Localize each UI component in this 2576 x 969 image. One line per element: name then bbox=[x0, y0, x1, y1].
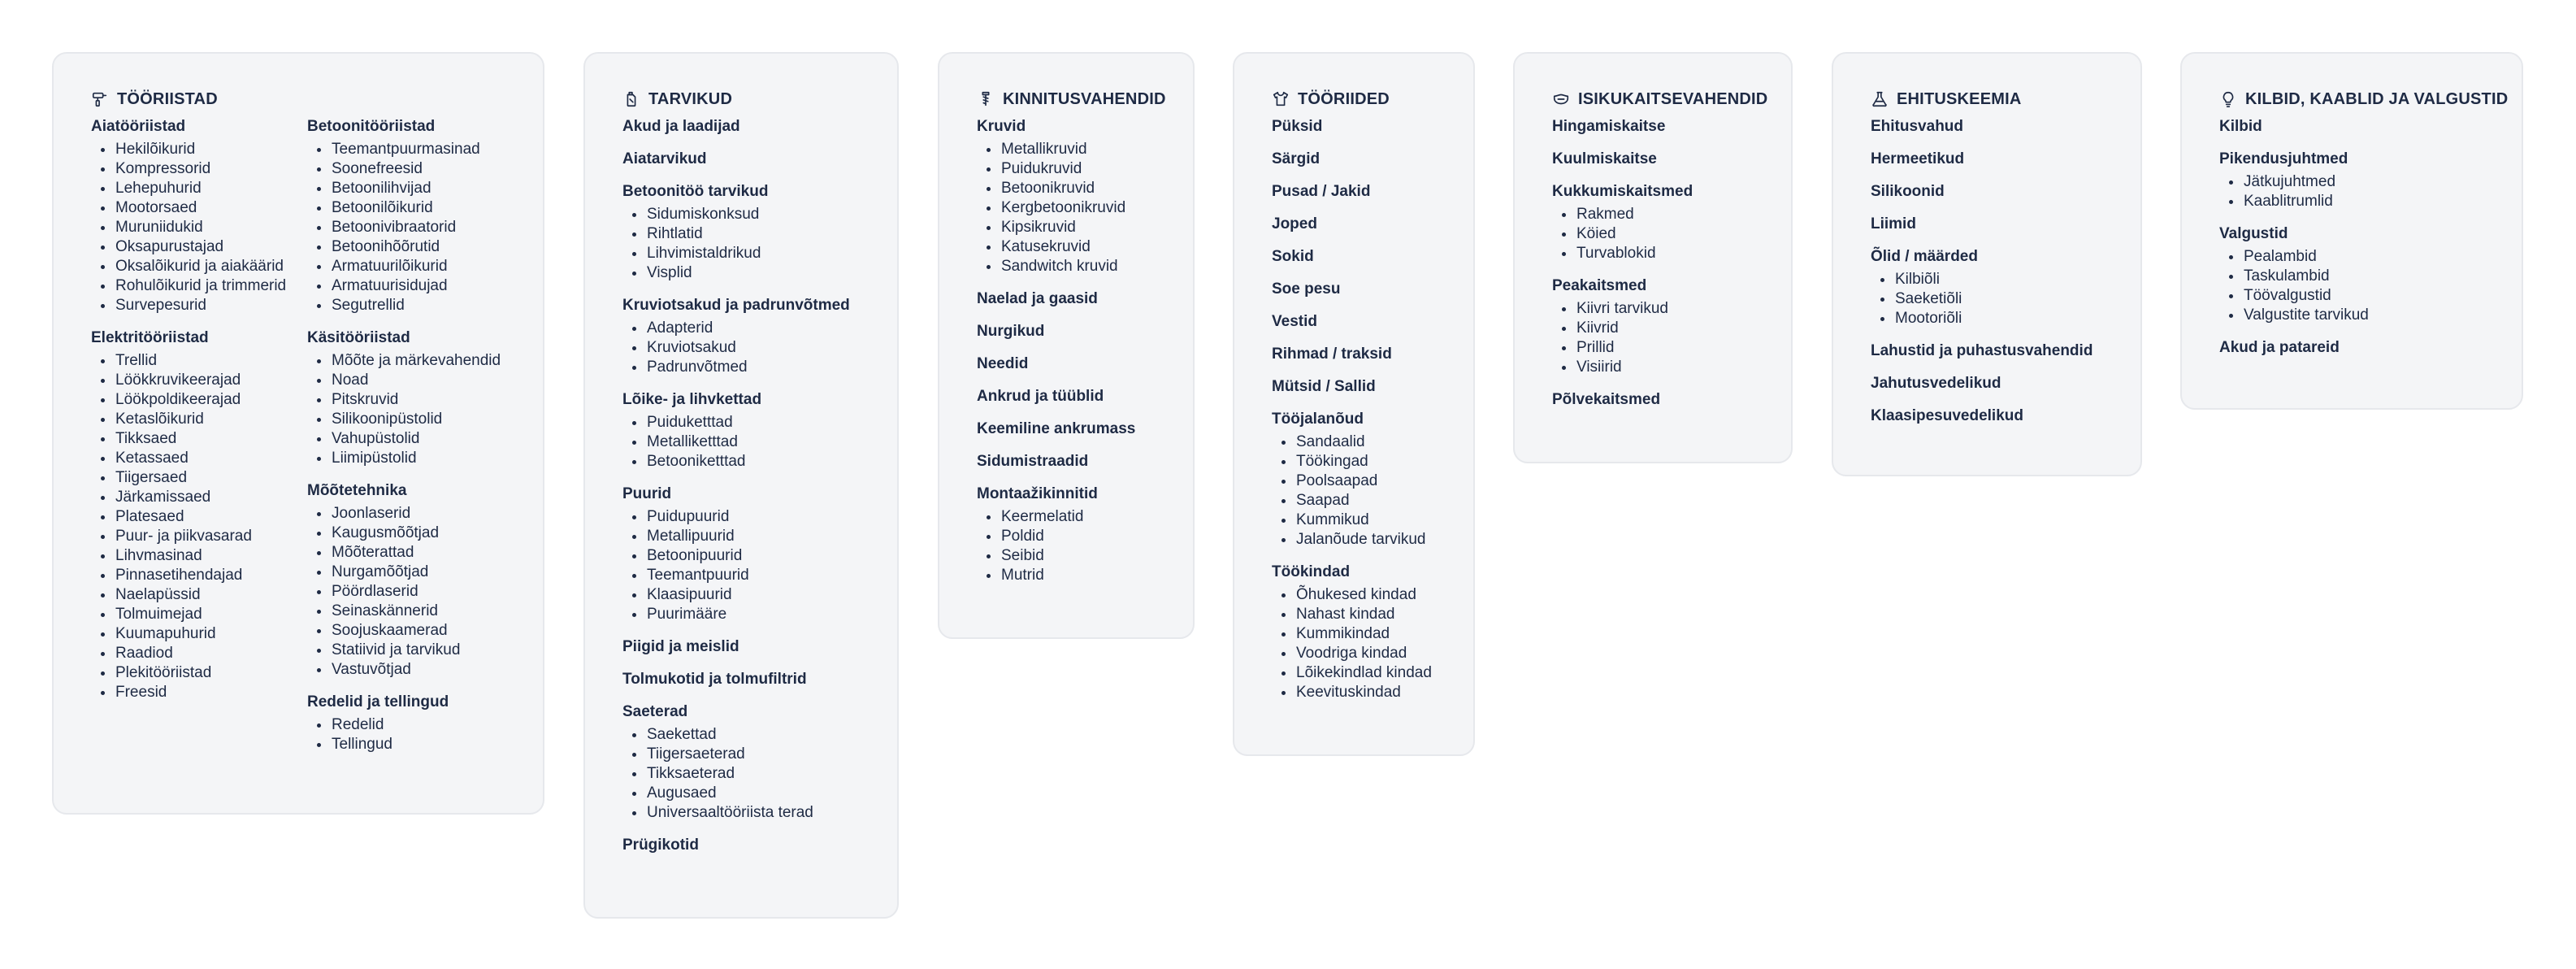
column bbox=[1272, 117, 1438, 702]
item-link[interactable]: Lihvmasinad bbox=[115, 546, 294, 566]
subcategory-link[interactable]: Hermeetikud bbox=[1871, 150, 1965, 167]
subcategory-link[interactable]: Sokid bbox=[1272, 248, 1314, 265]
item-link[interactable]: Platesaed bbox=[115, 507, 294, 527]
column bbox=[977, 117, 1157, 585]
subcategory-link[interactable]: Pusad / Jakid bbox=[1272, 183, 1371, 200]
item-link[interactable]: Kummikindad bbox=[1296, 624, 1438, 644]
subcategory-link[interactable]: Puurid bbox=[622, 485, 672, 502]
item-link[interactable]: Pealambid bbox=[2244, 247, 2486, 267]
subcategory-link[interactable]: Naelad ja gaasid bbox=[977, 290, 1098, 307]
subcategory-link[interactable]: Betoonitöö tarvikud bbox=[622, 183, 769, 200]
item-link[interactable]: Betoonihõõrutid bbox=[332, 237, 510, 257]
category-card-kinnitusvahendid bbox=[938, 52, 1195, 639]
item-link[interactable]: Universaaltööriista terad bbox=[647, 803, 861, 823]
item-list bbox=[622, 725, 861, 823]
flask-icon bbox=[1871, 90, 1889, 108]
item-link[interactable]: Jätkujuhtmed bbox=[2244, 172, 2486, 192]
item-list bbox=[2219, 247, 2486, 325]
item-link[interactable]: Ketassaed bbox=[115, 449, 294, 468]
item-list bbox=[622, 205, 861, 283]
subcategory-link[interactable]: Hingamiskaitse bbox=[1552, 118, 1666, 135]
tools-icon bbox=[91, 90, 109, 108]
item-list bbox=[307, 504, 510, 680]
item-link[interactable]: Vastuvõtjad bbox=[332, 660, 510, 680]
category-title-text: TARVIKUD bbox=[648, 89, 733, 108]
subcategory-link[interactable]: Nurgikud bbox=[977, 323, 1045, 340]
category-title-text: TÖÖRIIDED bbox=[1298, 89, 1390, 108]
item-link[interactable]: Puidupuurid bbox=[647, 507, 861, 527]
subcategory-link[interactable]: Joped bbox=[1272, 215, 1317, 232]
subcategory-link[interactable]: Aiatarvikud bbox=[622, 150, 707, 167]
column bbox=[2219, 117, 2486, 358]
category-card-ehituskeemia bbox=[1832, 52, 2142, 476]
item-link[interactable]: Töövalgustid bbox=[2244, 286, 2486, 306]
item-link[interactable]: Ketaslõikurid bbox=[115, 410, 294, 429]
item-list bbox=[622, 507, 861, 624]
item-link[interactable]: Hekilõikurid bbox=[115, 140, 294, 159]
item-list bbox=[622, 413, 861, 471]
subcategory-link[interactable]: Sidumistraadid bbox=[977, 453, 1089, 470]
item-link[interactable]: Metallikruvid bbox=[1001, 140, 1157, 159]
item-link[interactable]: Õhukesed kindad bbox=[1296, 585, 1438, 605]
item-link[interactable]: Kummikud bbox=[1296, 511, 1438, 530]
item-link[interactable]: Seibid bbox=[1001, 546, 1157, 566]
item-list bbox=[1552, 205, 1755, 263]
column bbox=[1552, 117, 1755, 410]
item-link[interactable]: Jalanõude tarvikud bbox=[1296, 530, 1438, 550]
subcategory-link[interactable]: Püksid bbox=[1272, 118, 1323, 135]
item-link[interactable]: Vahupüstolid bbox=[332, 429, 510, 449]
item-link[interactable]: Metallipuurid bbox=[647, 527, 861, 546]
item-link[interactable]: Betooniketttad bbox=[647, 452, 861, 471]
subcategory-link[interactable]: Käsitööriistad bbox=[307, 329, 410, 346]
item-list bbox=[307, 140, 510, 315]
subcategory-link[interactable]: Valgustid bbox=[2219, 225, 2288, 242]
subcategory-link[interactable]: Prügikotid bbox=[622, 836, 699, 854]
item-link[interactable]: Betoonilihvijad bbox=[332, 179, 510, 198]
item-link[interactable]: Löökkruvikeerajad bbox=[115, 371, 294, 390]
item-link[interactable]: Metalliketttad bbox=[647, 432, 861, 452]
category-card-kilbid bbox=[2180, 52, 2523, 410]
item-link[interactable]: Lõikekindlad kindad bbox=[1296, 663, 1438, 683]
item-link[interactable]: Tikksaed bbox=[115, 429, 294, 449]
item-link[interactable]: Kaugusmõõtjad bbox=[332, 524, 510, 543]
item-link[interactable]: Köied bbox=[1576, 224, 1755, 244]
item-link[interactable]: Turvablokid bbox=[1576, 244, 1755, 263]
item-link[interactable]: Sandwitch kruvid bbox=[1001, 257, 1157, 276]
item-link[interactable]: Betoonikruvid bbox=[1001, 179, 1157, 198]
item-link[interactable]: Redelid bbox=[332, 715, 510, 735]
lightbulb-icon bbox=[2219, 90, 2237, 108]
subcategory-link[interactable]: Montaažikinnitid bbox=[977, 485, 1098, 502]
item-link[interactable]: Saapad bbox=[1296, 491, 1438, 511]
item-link[interactable]: Mõõterattad bbox=[332, 543, 510, 563]
item-link[interactable]: Kruviotsakud bbox=[647, 338, 861, 358]
item-link[interactable]: Kuumapuhurid bbox=[115, 624, 294, 644]
item-link[interactable]: Lehepuhurid bbox=[115, 179, 294, 198]
item-list bbox=[307, 351, 510, 468]
category-title-text: EHITUSKEEMIA bbox=[1897, 89, 2022, 108]
item-list bbox=[622, 319, 861, 377]
item-link[interactable]: Saekettad bbox=[647, 725, 861, 745]
item-link[interactable]: Betoonilõikurid bbox=[332, 198, 510, 218]
item-link[interactable]: Keevituskindad bbox=[1296, 683, 1438, 702]
subcategory-link[interactable]: Särgid bbox=[1272, 150, 1321, 167]
item-link[interactable]: Puur- ja piikvasarad bbox=[115, 527, 294, 546]
item-list bbox=[91, 140, 294, 315]
item-link[interactable]: Adapterid bbox=[647, 319, 861, 338]
category-title[interactable] bbox=[2219, 88, 2509, 111]
subcategory-link[interactable]: Jahutusvedelikud bbox=[1871, 375, 2001, 392]
subcategory-link[interactable]: Aiatööriistad bbox=[91, 118, 186, 135]
subcategory-link[interactable]: Põlvekaitsmed bbox=[1552, 391, 1661, 408]
item-link[interactable]: Kilbiõli bbox=[1895, 270, 2105, 289]
subcategory-link[interactable]: Peakaitsmed bbox=[1552, 277, 1647, 294]
category-title-text: KINNITUSVAHENDID bbox=[1003, 89, 1166, 108]
columns bbox=[91, 117, 507, 767]
subcategory-link[interactable]: Akud ja patareid bbox=[2219, 339, 2340, 356]
item-link[interactable]: Naelapüssid bbox=[115, 585, 294, 605]
category-card-tooriistad bbox=[52, 52, 544, 815]
item-link[interactable]: Betoonivibraatorid bbox=[332, 218, 510, 237]
category-title-text: ISIKUKAITSEVAHENDID bbox=[1578, 89, 1768, 108]
item-link[interactable]: Pitskruvid bbox=[332, 390, 510, 410]
item-link[interactable]: Tolmuimejad bbox=[115, 605, 294, 624]
category-title[interactable] bbox=[1272, 88, 1438, 111]
subcategory-link[interactable]: Töökindad bbox=[1272, 563, 1351, 580]
category-title[interactable] bbox=[977, 88, 1166, 111]
subcategory-link[interactable]: Ehitusvahud bbox=[1871, 118, 1964, 135]
subcategory-link[interactable]: Mütsid / Sallid bbox=[1272, 378, 1376, 395]
item-list bbox=[2219, 172, 2486, 211]
item-link[interactable]: Poolsaapad bbox=[1296, 471, 1438, 491]
item-link[interactable]: Pöördlaserid bbox=[332, 582, 510, 602]
column bbox=[1871, 117, 2105, 426]
subcategory-link[interactable]: Tolmukotid ja tolmufiltrid bbox=[622, 671, 807, 688]
item-link[interactable]: Kompressorid bbox=[115, 159, 294, 179]
item-link[interactable]: Puurimääre bbox=[647, 605, 861, 624]
subcategory-link[interactable]: Vestid bbox=[1272, 313, 1317, 330]
category-title[interactable] bbox=[1552, 88, 1768, 111]
subcategory-link[interactable]: Kukkumiskaitsmed bbox=[1552, 183, 1693, 200]
item-link[interactable]: Löökpoldikeerajad bbox=[115, 390, 294, 410]
item-link[interactable]: Soonefreesid bbox=[332, 159, 510, 179]
item-link[interactable]: Statiivid ja tarvikud bbox=[332, 641, 510, 660]
category-card-tarvikud bbox=[583, 52, 899, 919]
item-link[interactable]: Katusekruvid bbox=[1001, 237, 1157, 257]
item-link[interactable]: Rohulõikurid ja trimmerid bbox=[115, 276, 294, 296]
subcategory-link[interactable]: Lahustid ja puhastusvahendid bbox=[1871, 342, 2093, 359]
item-link[interactable]: Voodriga kindad bbox=[1296, 644, 1438, 663]
item-link[interactable]: Kergbetoonikruvid bbox=[1001, 198, 1157, 218]
item-link[interactable]: Rakmed bbox=[1576, 205, 1755, 224]
item-link[interactable]: Poldid bbox=[1001, 527, 1157, 546]
subcategory-link[interactable]: Needid bbox=[977, 355, 1029, 372]
subcategory-link[interactable]: Klaasipesuvedelikud bbox=[1871, 407, 2023, 424]
item-link[interactable]: Teemantpuurid bbox=[647, 566, 861, 585]
item-link[interactable]: Prillid bbox=[1576, 338, 1755, 358]
item-link[interactable]: Saeketiõli bbox=[1895, 289, 2105, 309]
subcategory-link[interactable]: Liimid bbox=[1871, 215, 1916, 232]
subcategory-link[interactable]: Lõike- ja lihvkettad bbox=[622, 391, 762, 408]
item-link[interactable]: Nurgamõõtjad bbox=[332, 563, 510, 582]
item-link[interactable]: Taskulambid bbox=[2244, 267, 2486, 286]
item-link[interactable]: Kiivri tarvikud bbox=[1576, 299, 1755, 319]
subcategory-link[interactable]: Pikendusjuhtmed bbox=[2219, 150, 2348, 167]
item-link[interactable]: Valgustite tarvikud bbox=[2244, 306, 2486, 325]
item-link[interactable]: Oksalõikurid ja aiakäärid bbox=[115, 257, 294, 276]
item-link[interactable]: Raadiod bbox=[115, 644, 294, 663]
item-list bbox=[1871, 270, 2105, 328]
category-card-isikukaitsevahendid bbox=[1513, 52, 1793, 463]
subcategory-link[interactable]: Tööjalanõud bbox=[1272, 411, 1364, 428]
item-list bbox=[1552, 299, 1755, 377]
subcategory-link[interactable]: Redelid ja tellingud bbox=[307, 693, 449, 710]
item-link[interactable]: Töökingad bbox=[1296, 452, 1438, 471]
item-link[interactable]: Tikksaeterad bbox=[647, 764, 861, 784]
subcategory-link[interactable]: Kilbid bbox=[2219, 118, 2262, 135]
item-link[interactable]: Visiirid bbox=[1576, 358, 1755, 377]
item-link[interactable]: Rihtlatid bbox=[647, 224, 861, 244]
item-link[interactable]: Keermelatid bbox=[1001, 507, 1157, 527]
category-title-text: KILBID, KAABLID JA VALGUSTID bbox=[2245, 89, 2509, 108]
subcategory-link[interactable]: Elektritööriistad bbox=[91, 329, 209, 346]
item-link[interactable]: Pinnasetihendajad bbox=[115, 566, 294, 585]
item-link[interactable]: Sidumiskonksud bbox=[647, 205, 861, 224]
subcategory-link[interactable]: Rihmad / traksid bbox=[1272, 345, 1392, 363]
item-link[interactable]: Mõõte ja märkevahendid bbox=[332, 351, 510, 371]
item-link[interactable]: Oksapurustajad bbox=[115, 237, 294, 257]
item-link[interactable]: Lihvimistaldrikud bbox=[647, 244, 861, 263]
item-link[interactable]: Silikoonipüstolid bbox=[332, 410, 510, 429]
item-link[interactable]: Kaablitrumlid bbox=[2244, 192, 2486, 211]
subcategory-link[interactable]: Mõõtetehnika bbox=[307, 482, 407, 499]
category-title-text: TÖÖRIISTAD bbox=[117, 89, 218, 108]
mask-icon bbox=[1552, 90, 1570, 108]
item-link[interactable]: Augusaed bbox=[647, 784, 861, 803]
subcategory-link[interactable]: Akud ja laadijad bbox=[622, 118, 740, 135]
item-link[interactable]: Järkamissaed bbox=[115, 488, 294, 507]
item-link[interactable]: Seinaskännerid bbox=[332, 602, 510, 621]
item-list bbox=[91, 351, 294, 702]
item-link[interactable]: Mutrid bbox=[1001, 566, 1157, 585]
item-link[interactable]: Survepesurid bbox=[115, 296, 294, 315]
item-link[interactable]: Noad bbox=[332, 371, 510, 390]
item-link[interactable]: Padrunvõtmed bbox=[647, 358, 861, 377]
column bbox=[307, 117, 510, 767]
item-link[interactable]: Segutrellid bbox=[332, 296, 510, 315]
item-link[interactable]: Liimipüstolid bbox=[332, 449, 510, 468]
subcategory-link[interactable]: Silikoonid bbox=[1871, 183, 1945, 200]
category-title[interactable] bbox=[622, 88, 861, 111]
subcategory-link[interactable]: Ankrud ja tüüblid bbox=[977, 388, 1104, 405]
subcategory-link[interactable]: Keemiline ankrumass bbox=[977, 420, 1136, 437]
item-list bbox=[977, 140, 1157, 276]
subcategory-link[interactable]: Piigid ja meislid bbox=[622, 638, 739, 655]
subcategory-link[interactable]: Saeterad bbox=[622, 703, 688, 720]
item-link[interactable]: Mootoriõli bbox=[1895, 309, 2105, 328]
item-link[interactable]: Teemantpuurmasinad bbox=[332, 140, 510, 159]
category-title[interactable] bbox=[1871, 88, 2105, 111]
item-link[interactable]: Armatuurilõikurid bbox=[332, 257, 510, 276]
subcategory-link[interactable]: Õlid / määrded bbox=[1871, 248, 1978, 265]
item-list bbox=[307, 715, 510, 754]
item-link[interactable]: Muruniidukid bbox=[115, 218, 294, 237]
item-link[interactable]: Sandaalid bbox=[1296, 432, 1438, 452]
column bbox=[622, 117, 861, 855]
category-card-tooriided bbox=[1233, 52, 1475, 756]
item-list bbox=[977, 507, 1157, 585]
subcategory-link[interactable]: Kuulmiskaitse bbox=[1552, 150, 1657, 167]
item-link[interactable]: Freesid bbox=[115, 683, 294, 702]
item-link[interactable]: Kipsikruvid bbox=[1001, 218, 1157, 237]
item-link[interactable]: Betoonipuurid bbox=[647, 546, 861, 566]
item-link[interactable]: Puiduketttad bbox=[647, 413, 861, 432]
item-link[interactable]: Armatuurisidujad bbox=[332, 276, 510, 296]
category-title[interactable] bbox=[91, 88, 507, 111]
item-link[interactable]: Kiivrid bbox=[1576, 319, 1755, 338]
item-link[interactable]: Trellid bbox=[115, 351, 294, 371]
item-link[interactable]: Plekitööriistad bbox=[115, 663, 294, 683]
item-link[interactable]: Mootorsaed bbox=[115, 198, 294, 218]
subcategory-link[interactable]: Betoonitööriistad bbox=[307, 118, 436, 135]
fuel-can-icon bbox=[622, 90, 640, 108]
item-link[interactable]: Tiigersaed bbox=[115, 468, 294, 488]
item-link[interactable]: Klaasipuurid bbox=[647, 585, 861, 605]
item-link[interactable]: Tiigersaeterad bbox=[647, 745, 861, 764]
subcategory-link[interactable]: Kruviotsakud ja padrunvõtmed bbox=[622, 297, 850, 314]
item-link[interactable]: Puidukruvid bbox=[1001, 159, 1157, 179]
column bbox=[91, 117, 294, 767]
screw-icon bbox=[977, 90, 995, 108]
item-link[interactable]: Soojuskaamerad bbox=[332, 621, 510, 641]
item-list bbox=[1272, 432, 1438, 550]
item-link[interactable]: Visplid bbox=[647, 263, 861, 283]
item-list bbox=[1272, 585, 1438, 702]
shirt-icon bbox=[1272, 90, 1290, 108]
subcategory-link[interactable]: Soe pesu bbox=[1272, 280, 1341, 298]
item-link[interactable]: Tellingud bbox=[332, 735, 510, 754]
item-link[interactable]: Joonlaserid bbox=[332, 504, 510, 524]
subcategory-link[interactable]: Kruvid bbox=[977, 118, 1026, 135]
item-link[interactable]: Nahast kindad bbox=[1296, 605, 1438, 624]
